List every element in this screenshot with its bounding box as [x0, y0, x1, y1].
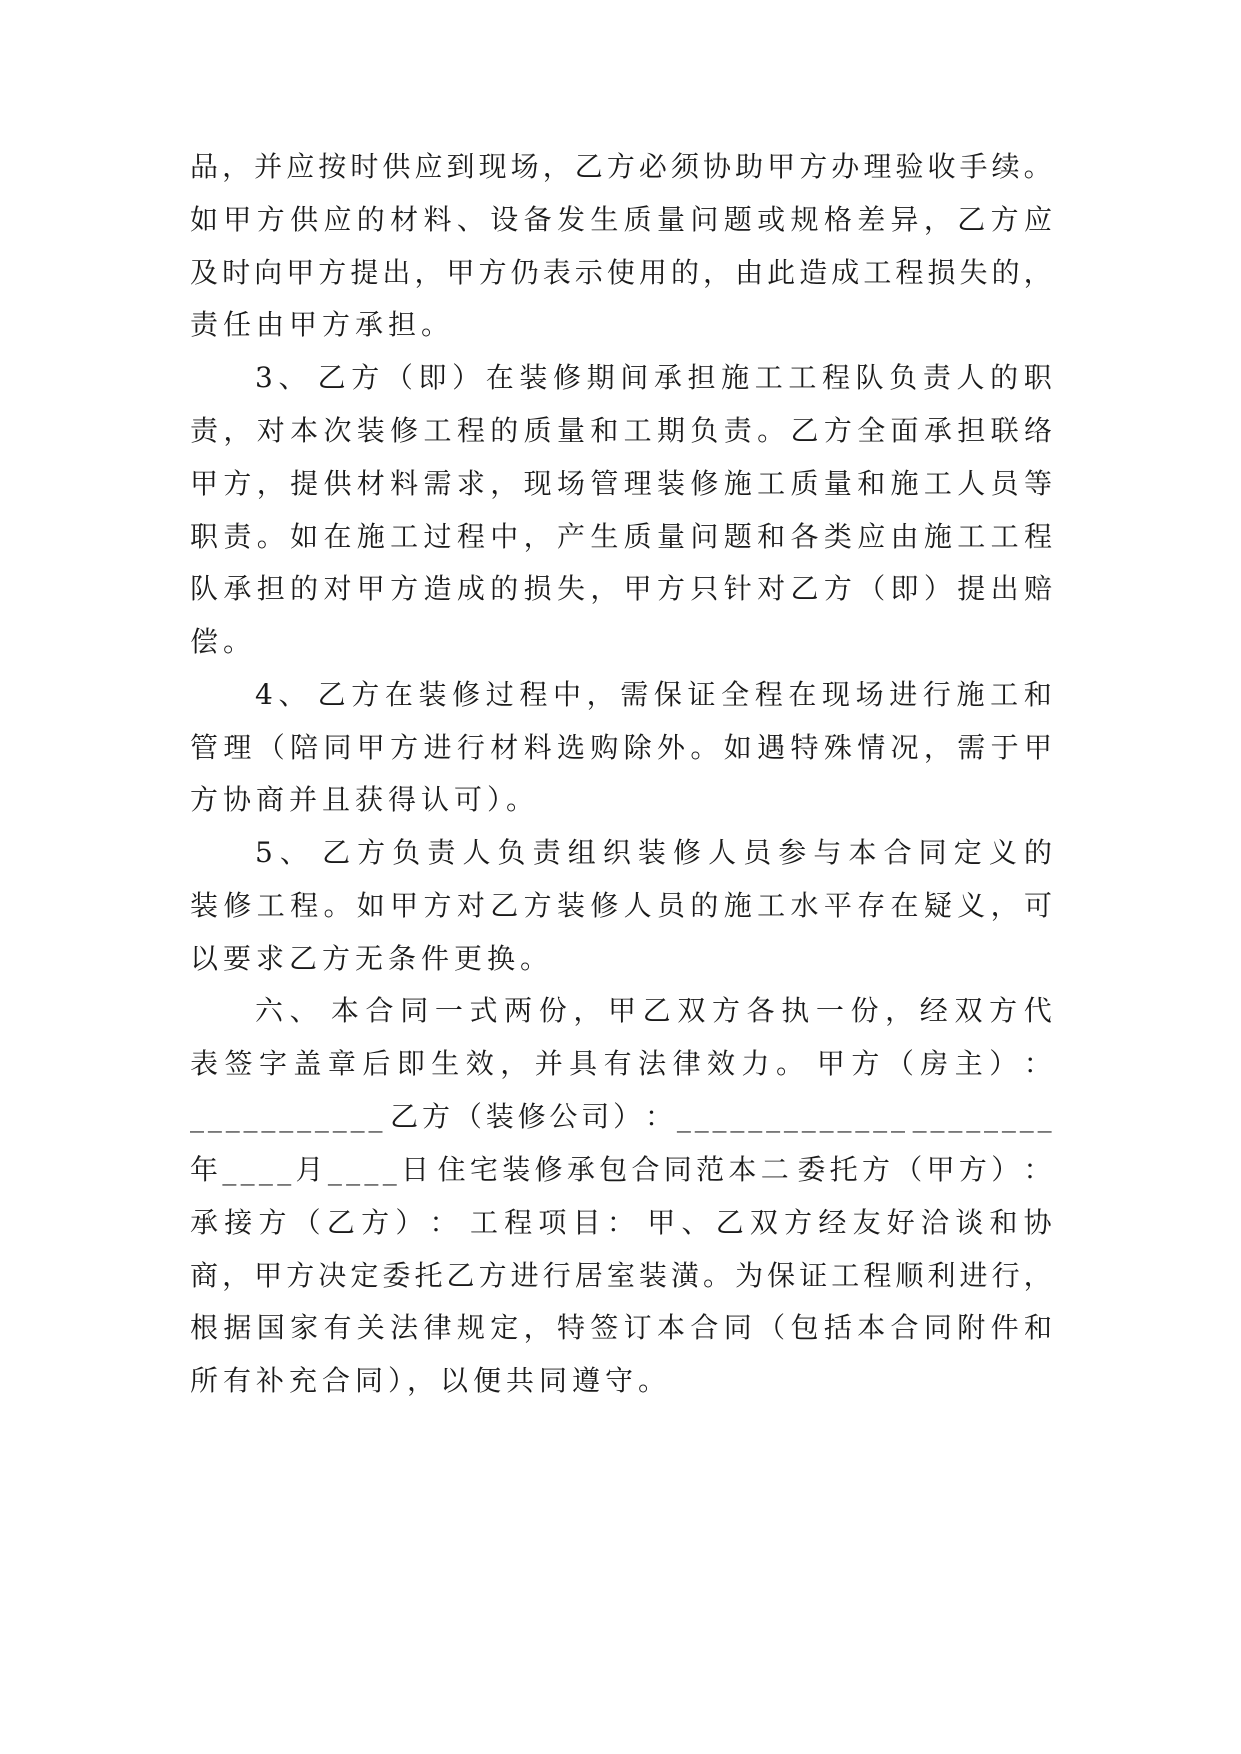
- text-line: 管 理 （ 陪 同 甲 方 进 行 材 料 选 购 除 外 。 如 遇 特 殊 情 况 ， 需 于 甲: [190, 731, 1052, 764]
- text-line: 装 修 工 程 。 如 甲 方 对 乙 方 装 修 人 员 的 施 工 水 平 存 在 疑 义 ， 可: [190, 889, 1052, 922]
- text-line: 责任由甲方承担。: [190, 308, 455, 341]
- clause-3-line: 3 、 乙 方 （ 即 ） 在 装 修 期 间 承 担 施 工 工 程 队 负 责 人 的 职: [255, 361, 1052, 394]
- text-line: 及 时 向 甲 方 提 出 ， 甲 方 仍 表 示 使 用 的 ， 由 此 造 成 工 程 损 失 的 ，: [190, 256, 1052, 289]
- clause-5-line: 5 、 乙 方 负 责 人 负 责 组 织 装 修 人 员 参 与 本 合 同 定 义 的: [255, 836, 1052, 869]
- text-line: 品 ， 并 应 按 时 供 应 到 现 场 ， 乙 方 必 须 协 助 甲 方 办 理 验 收 手 续 。: [190, 150, 1052, 183]
- text-line: 如 甲 方 供 应 的 材 料 、 设 备 发 生 质 量 问 题 或 规 格 差 异 ， 乙 方 应: [190, 203, 1052, 236]
- text-line: 方协商并且获得认可）。: [190, 783, 540, 816]
- text-line: 职 责 。 如 在 施 工 过 程 中 ， 产 生 质 量 问 题 和 各 类 应 由 施 工 工 程: [190, 520, 1052, 553]
- text-line: 偿。: [190, 625, 257, 658]
- text-line: 承 接 方 （ 乙 方 ） ： 工 程 项 目 ： 甲 、 乙 双 方 经 友 好 洽 谈 和 协: [190, 1206, 1052, 1239]
- text-line: 所有补充合同），以便共同遵守。: [190, 1364, 672, 1397]
- clause-4-line: 4 、 乙 方 在 装 修 过 程 中 ， 需 保 证 全 程 在 现 场 进 行 施 工 和: [255, 678, 1052, 711]
- text-line: 商 ， 甲 方 决 定 委 托 乙 方 进 行 居 室 装 潢 。 为 保 证 工 程 顺 利 进 行 ，: [190, 1259, 1052, 1292]
- text-line: 甲 方 ， 提 供 材 料 需 求 ， 现 场 管 理 装 修 施 工 质 量 和 施 工 人 员 等: [190, 467, 1052, 500]
- signature-blank-line: _ _ _ _ _ _ _ _ _ _ _ 乙 方 （ 装 修 公 司 ） ： _ _ _ _ _ _ _ _ _ _ _ _ _ _ _ _ _ _ _ _ _: [190, 1100, 1052, 1133]
- date-line: 年 _ _ _ _ 月 _ _ _ _ 日 住 宅 装 修 承 包 合 同 范 本 二 委 托 方 （ 甲 方 ） ：: [190, 1153, 1052, 1186]
- text-line: 责 ， 对 本 次 装 修 工 程 的 质 量 和 工 期 负 责 。 乙 方 全 面 承 担 联 络: [190, 414, 1052, 447]
- section-6-line: 六 、 本 合 同 一 式 两 份 ， 甲 乙 双 方 各 执 一 份 ， 经 双 方 代: [255, 994, 1052, 1027]
- text-line: 表 签 字 盖 章 后 即 生 效 ， 并 具 有 法 律 效 力 。 甲 方 （ 房 主 ） ：: [190, 1047, 1052, 1080]
- text-line: 以要求乙方无条件更换。: [190, 942, 554, 975]
- text-line: 队 承 担 的 对 甲 方 造 成 的 损 失 ， 甲 方 只 针 对 乙 方 （ 即 ） 提 出 赔: [190, 572, 1052, 605]
- text-line: 根 据 国 家 有 关 法 律 规 定 ， 特 签 订 本 合 同 （ 包 括 本 合 同 附 件 和: [190, 1311, 1052, 1344]
